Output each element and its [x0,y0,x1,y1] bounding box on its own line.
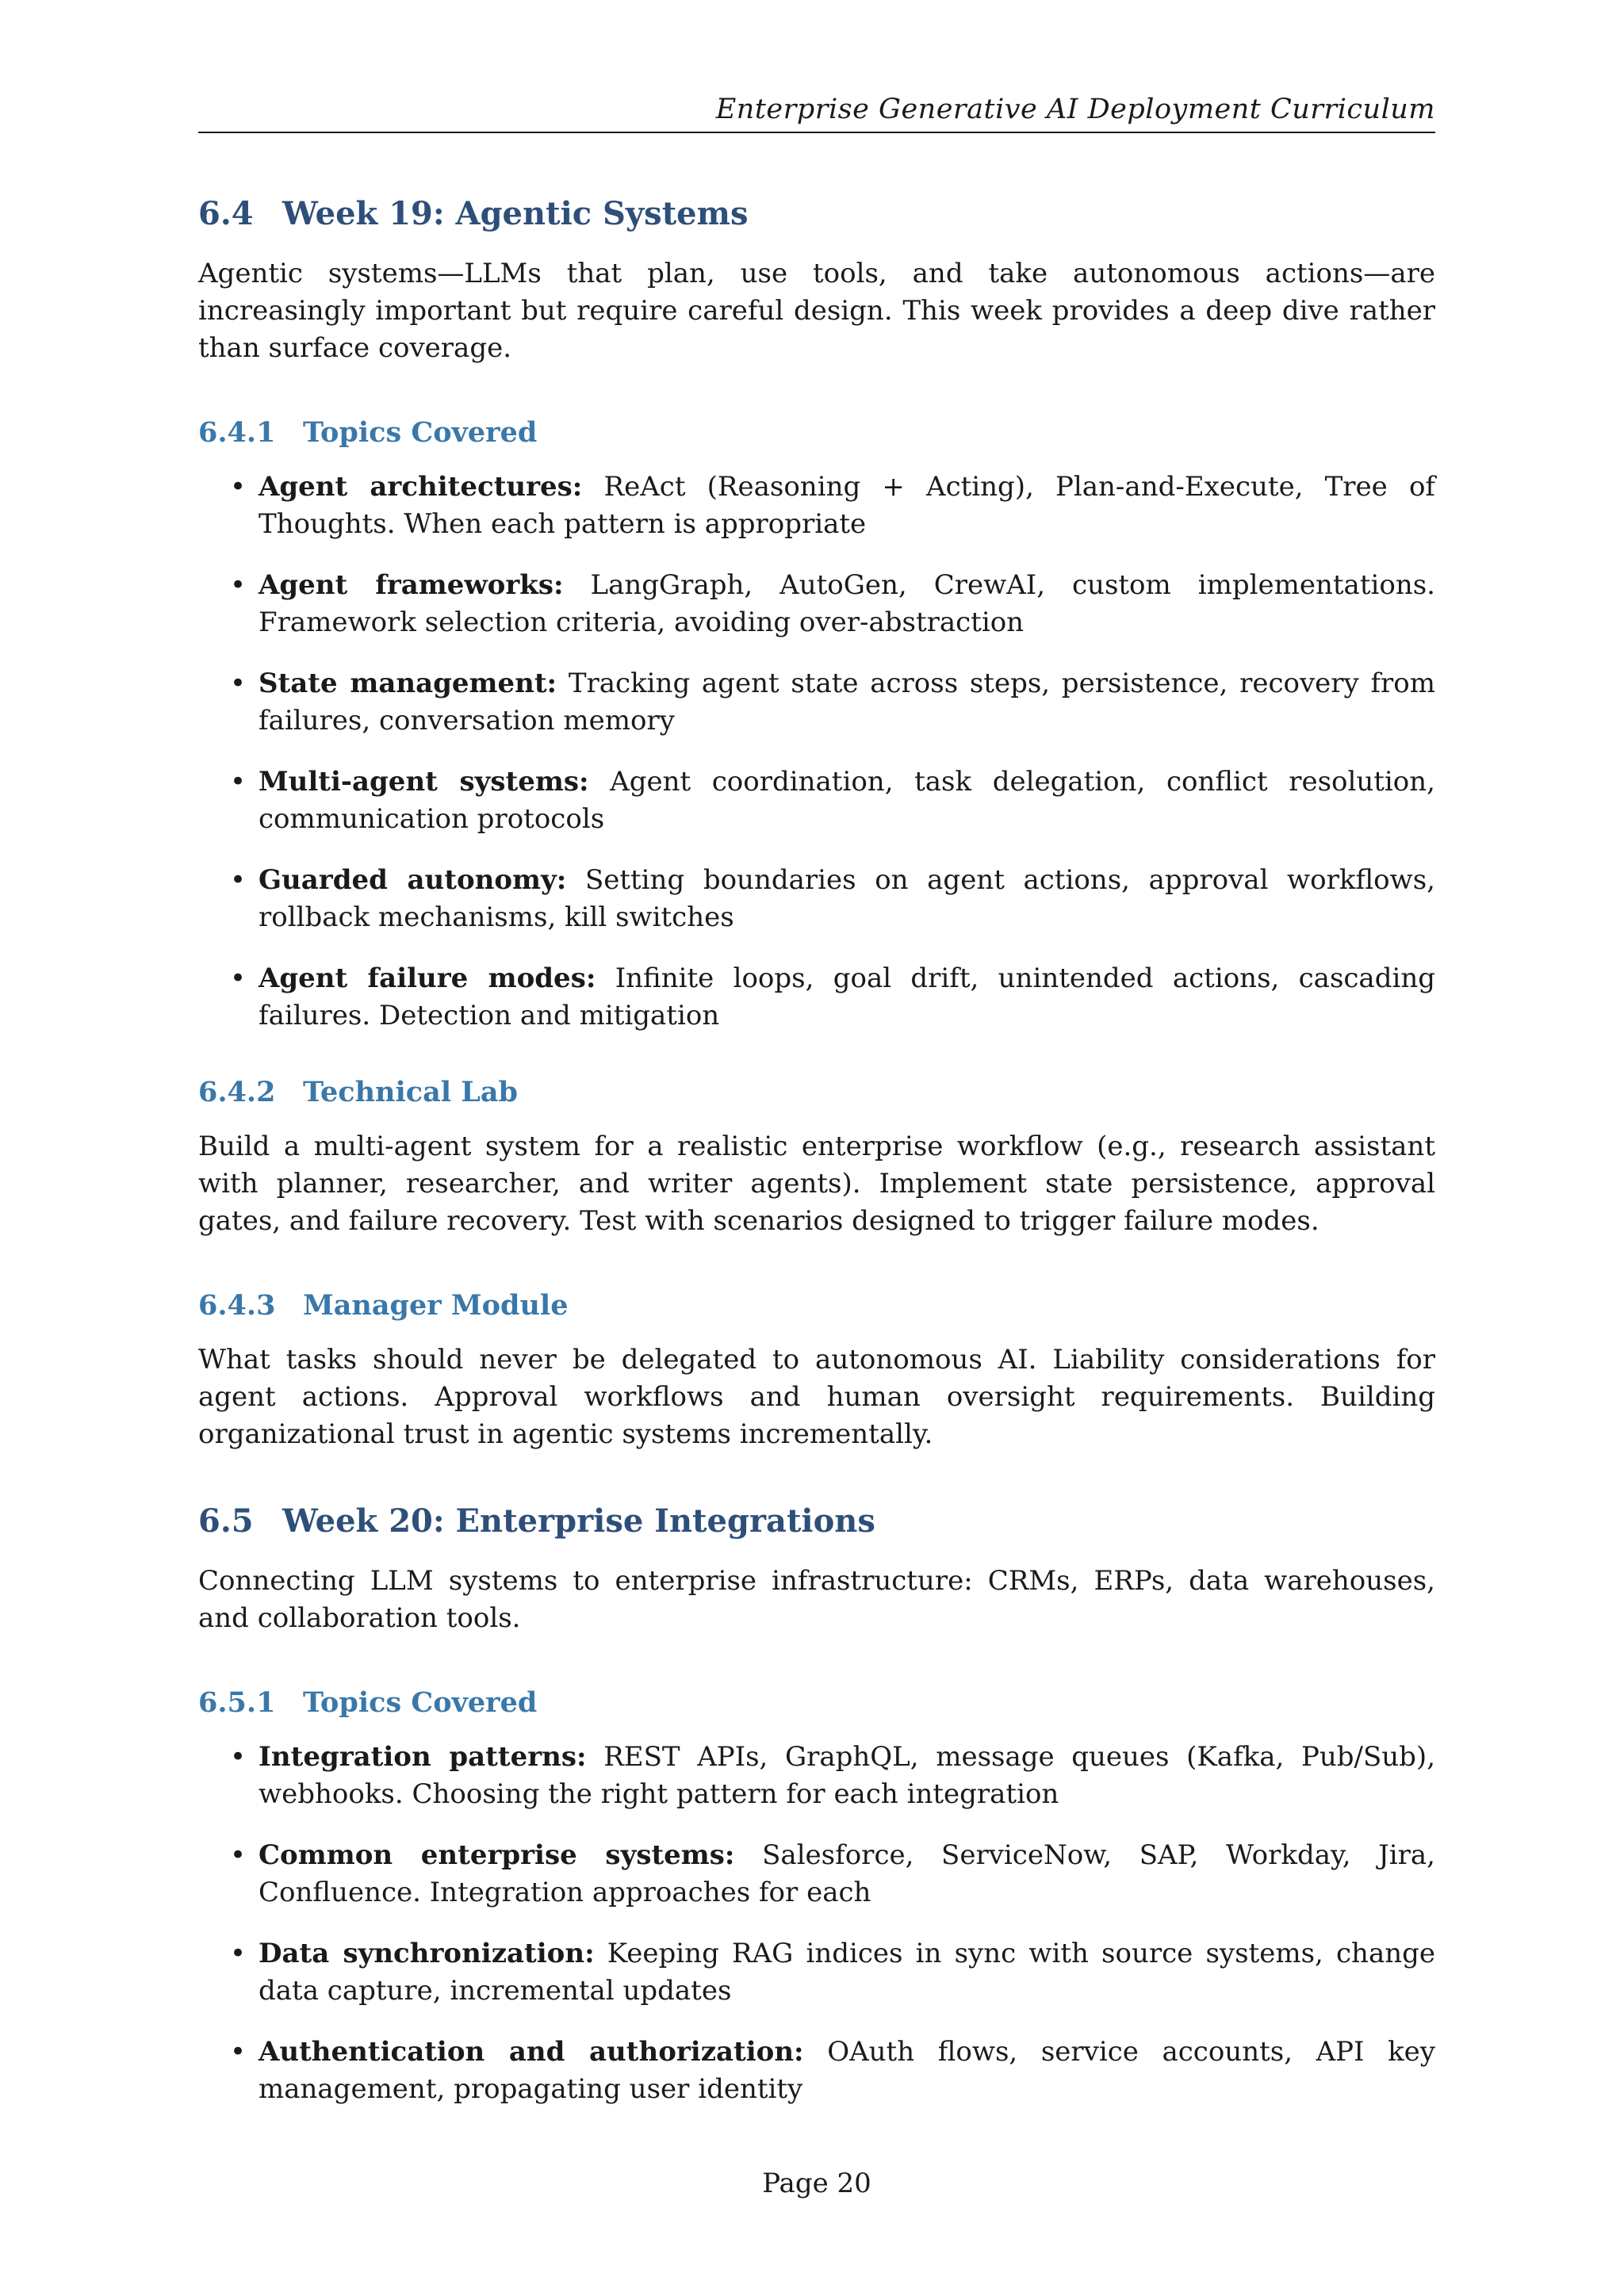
item-text: Setting boundaries on agent actions, approval workflows, rollback mechanisms, kill switches [259,864,1435,933]
subsection-heading-6-4-1 [198,416,1435,450]
bullet-icon: • [230,569,247,601]
item-term: Data synchronization: [259,1938,595,1969]
item-text: Salesforce, ServiceNow, SAP, Workday, Jira, Confluence. Integration approaches for each [259,1839,1435,1908]
item-text: Agent coordination, task delegation, conflict resolution, communication protocols [259,766,1435,835]
topics-list-6-5-1 [198,1739,1435,2108]
bullet-icon: • [230,668,247,699]
section-heading-6-4 [198,195,1435,233]
subsection-number: 6.4.3 [198,1289,276,1322]
subsection-heading-6-4-3 [198,1289,1435,1322]
list-item [198,862,1435,936]
item-text: ReAct (Reasoning + Acting), Plan-and-Execute, Tree of Thoughts. When each pattern is appropriate [259,471,1435,540]
header-rule [198,132,1435,133]
section-intro: Agentic systems—LLMs that plan, use tools, and take autonomous actions—are increasingly important but require careful design. This week provides a deep dive rather than surface coverage. [198,258,1435,364]
running-header: Enterprise Generative AI Deployment Curriculum [715,94,1435,125]
item-text: LangGraph, AutoGen, CrewAI, custom implementations. Framework selection criteria, avoiding over-abstraction [259,569,1435,638]
bullet-icon: • [230,766,247,798]
item-text: Keeping RAG indices in sync with source systems, change data capture, incremental updates [259,1938,1435,2007]
technical-lab-paragraph: Build a multi-agent system for a realistic enterprise workflow (e.g., research assistant with planner, researcher, and writer agents). Implement state persistence, approval gates, and failure recovery. Test with scenarios designed to trigger failure modes. [198,1131,1435,1237]
bullet-icon: • [230,864,247,896]
section-intro: Connecting LLM systems to enterprise infrastructure: CRMs, ERPs, data warehouses, and collaboration tools. [198,1565,1435,1634]
page-number: Page 20 [762,2168,871,2199]
subsection-title: Topics Covered [303,416,538,449]
item-term: Agent frameworks: [259,569,564,601]
list-item [198,2034,1435,2108]
item-term: Multi-agent systems: [259,766,589,798]
subsection-heading-6-5-1 [198,1686,1435,1720]
manager-module-paragraph: What tasks should never be delegated to autonomous AI. Liability considerations for agent actions. Approval workflows and human oversight requirements. Building organizational trust in agentic systems incrementally. [198,1344,1435,1450]
subsection-title: Technical Lab [303,1076,519,1108]
list-item [198,665,1435,740]
bullet-icon: • [230,1938,247,1969]
document-page [198,0,1435,2296]
bullet-icon: • [230,1839,247,1871]
section-heading-6-5 [198,1502,1435,1540]
item-text: Tracking agent state across steps, persistence, recovery from failures, conversation memory [259,668,1435,737]
list-item [198,469,1435,543]
subsection-title: Manager Module [303,1289,569,1322]
item-term: Agent architectures: [259,471,583,503]
section-title: Week 19: Agentic Systems [282,195,749,232]
item-term: Authentication and authorization: [259,2036,804,2068]
subsection-title: Topics Covered [303,1686,538,1719]
item-term: Agent failure modes: [259,962,596,994]
bullet-icon: • [230,962,247,994]
section-number: 6.4 [198,195,254,232]
list-item [198,763,1435,838]
section-title: Week 20: Enterprise Integrations [282,1502,875,1540]
bullet-icon: • [230,471,247,503]
list-item [198,1837,1435,1911]
item-term: Guarded autonomy: [259,864,567,896]
subsection-number: 6.4.1 [198,416,276,449]
item-text: Infinite loops, goal drift, unintended actions, cascading failures. Detection and mitigation [259,962,1436,1031]
item-text: REST APIs, GraphQL, message queues (Kafka, Pub/Sub), webhooks. Choosing the right pattern for each integration [259,1741,1435,1810]
topics-list-6-4-1 [198,469,1435,1035]
bullet-icon: • [230,2036,247,2068]
list-item [198,1739,1435,1813]
list-item [198,1935,1435,2010]
subsection-heading-6-4-2 [198,1076,1435,1109]
section-number: 6.5 [198,1502,254,1540]
bullet-icon: • [230,1741,247,1773]
page-content [198,195,1435,2149]
subsection-number: 6.5.1 [198,1686,276,1719]
item-term: Integration patterns: [259,1741,587,1773]
list-item [198,567,1435,641]
subsection-number: 6.4.2 [198,1076,276,1108]
item-term: State management: [259,668,557,699]
list-item [198,960,1435,1035]
item-text: OAuth flows, service accounts, API key management, propagating user identity [259,2036,1436,2105]
item-term: Common enterprise systems: [259,1839,735,1871]
